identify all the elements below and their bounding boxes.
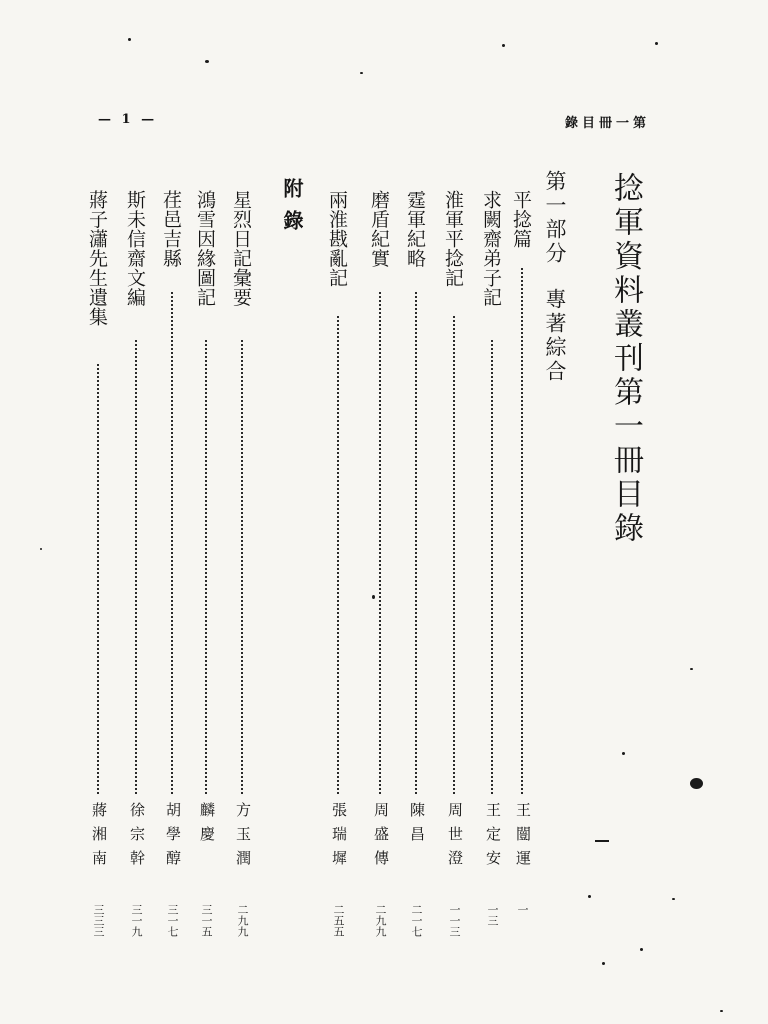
toc-entry xyxy=(123,190,151,950)
toc-leader-dots xyxy=(205,340,207,794)
speck xyxy=(690,668,693,670)
toc-entry-title: 荏邑吉縣 xyxy=(160,190,182,268)
toc-entry xyxy=(159,190,187,950)
toc-leader-dots xyxy=(521,268,523,794)
toc-entry-page: 三一九 xyxy=(130,904,143,937)
toc-entry-author: 周盛傳 xyxy=(372,802,390,874)
speck xyxy=(588,895,591,898)
toc-entry-title: 淮軍平捻記 xyxy=(442,190,464,288)
toc-leader-dots xyxy=(337,316,339,794)
toc-entry-page: 二五五 xyxy=(332,904,345,937)
running-header: 錄目冊一第 xyxy=(564,116,650,131)
speck xyxy=(640,948,643,951)
toc-entry xyxy=(367,190,395,950)
toc-entry-page: 一 xyxy=(516,904,529,915)
toc-entry-title: 求闕齋弟子記 xyxy=(480,190,502,307)
toc-entry-title: 磨盾紀實 xyxy=(368,190,390,268)
speck xyxy=(690,778,703,789)
speck xyxy=(655,42,658,45)
toc-entry-page: 二一七 xyxy=(410,904,423,937)
toc-entry-author: 陳昌 xyxy=(408,802,426,850)
toc-entry-title: 蔣子瀟先生遺集 xyxy=(86,190,108,327)
toc-entry-title: 平捻篇 xyxy=(510,190,532,249)
toc-entry-page: 一三 xyxy=(486,904,499,926)
toc-entry-author: 麟慶 xyxy=(198,802,216,850)
toc-entry-author: 王定安 xyxy=(484,802,502,874)
toc-leader-dots xyxy=(171,292,173,794)
speck xyxy=(360,72,363,74)
toc-leader-dots xyxy=(97,364,99,794)
toc-entry-page: 二九九 xyxy=(236,904,249,937)
toc-entry-title: 兩淮戡亂記 xyxy=(326,190,348,288)
toc-entry-author: 周世澄 xyxy=(446,802,464,874)
toc-leader-dots xyxy=(453,316,455,794)
speck xyxy=(595,840,609,842)
toc-leader-dots xyxy=(491,340,493,794)
appendix-heading: 附錄 xyxy=(280,178,304,242)
toc-leader-dots xyxy=(135,340,137,794)
toc-entry-page: 三一五 xyxy=(200,904,213,937)
toc-entry-page: 二九九 xyxy=(374,904,387,937)
toc-entry-title: 霆軍紀略 xyxy=(404,190,426,268)
document-title: 捻軍資料叢刊第一冊目錄 xyxy=(608,172,643,546)
page-number: — 1 — xyxy=(98,112,158,127)
speck xyxy=(502,44,505,47)
toc-entry-page: 一一三 xyxy=(448,904,461,937)
toc-entry-title: 鴻雪因緣圖記 xyxy=(194,190,216,307)
toc-entry-page: 三一七 xyxy=(166,904,179,937)
toc-entry xyxy=(509,190,537,950)
speck xyxy=(602,962,605,965)
toc-entry-author: 張瑞墀 xyxy=(330,802,348,874)
speck xyxy=(40,548,42,550)
toc-entry xyxy=(441,190,469,950)
toc-leader-dots xyxy=(415,292,417,794)
toc-entry-author: 王闓運 xyxy=(514,802,532,874)
section-name: 專著綜合 xyxy=(543,288,567,384)
speck xyxy=(622,752,625,755)
toc-entry xyxy=(479,190,507,950)
toc-leader-dots xyxy=(379,292,381,794)
toc-entry-author: 徐宗幹 xyxy=(128,802,146,874)
speck xyxy=(672,898,675,900)
toc-entry xyxy=(403,190,431,950)
toc-entry xyxy=(85,190,113,950)
section-heading xyxy=(540,170,570,384)
toc-entry xyxy=(325,190,353,950)
toc-entry-page: 三三三 xyxy=(92,904,105,937)
toc-leader-dots xyxy=(241,340,243,794)
toc-entry-author: 胡學醇 xyxy=(164,802,182,874)
toc-entry-author: 蔣湘南 xyxy=(90,802,108,874)
toc-entry-title: 斯未信齋文編 xyxy=(124,190,146,307)
speck xyxy=(372,595,375,599)
toc-entry-title: 星烈日記彙要 xyxy=(230,190,252,307)
toc-entry xyxy=(193,190,221,950)
speck xyxy=(128,38,131,41)
toc-entry-author: 方玉潤 xyxy=(234,802,252,874)
section-part: 第一部分 xyxy=(543,170,567,266)
toc-entry xyxy=(229,190,257,950)
speck xyxy=(720,1010,723,1012)
speck xyxy=(205,60,209,63)
